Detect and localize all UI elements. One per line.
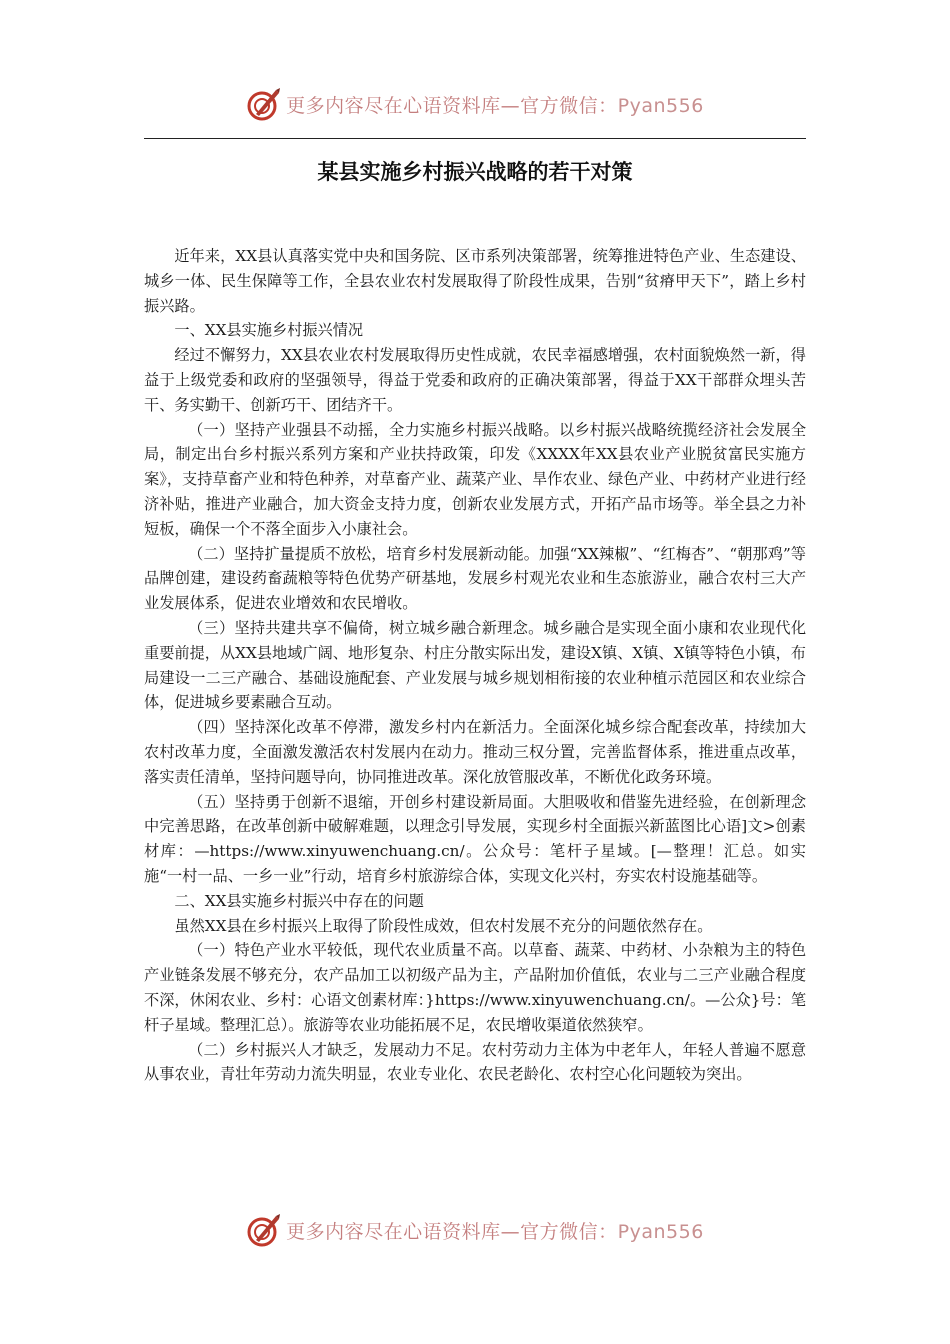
section-heading: 二、XX县实施乡村振兴中存在的问题 <box>174 891 424 910</box>
wechat-id: Pyan556 <box>617 1220 704 1243</box>
paragraph: 虽然XX县在乡村振兴上取得了阶段性成效，但农村发展不充分的问题依然存在。 <box>174 916 713 935</box>
paragraph: （二）坚持扩量提质不放松，培育乡村发展新动能。加强“XX辣椒”、“红梅杏”、“朝那鸡”等品牌创建，建设药畜蔬粮等特色优势产研基地，发展乡村观光农业和生态旅游业，融合农村三大产业发展体系，促进农业增效和农民增收。 <box>144 544 806 613</box>
document-title: 某县实施乡村振兴战略的若干对策 <box>317 160 633 184</box>
wechat-id: Pyan556 <box>617 94 704 117</box>
section-heading: 一、XX县实施乡村振兴情况 <box>174 321 364 340</box>
paragraph: （四）坚持深化改革不停滞，激发乡村内在新活力。全面深化城乡综合配套改革，持续加大农村改革力度，全面激发激活农村发展内在动力。推动三权分置，完善监督体系，推进重点改革，落实责任清单，坚持问题导向，协同推进改革。深化放管服改革，不断优化政务环境。 <box>144 718 806 786</box>
paragraph: 近年来，XX县认真落实党中央和国务院、区市系列决策部署，统筹推进特色产业、生态建设、城乡一体、民生保障等工作，全县农业农村发展取得了阶段性成果，告别“贫瘠甲天下”，踏上乡村振兴路。 <box>144 247 806 315</box>
paragraph: （五）坚持勇于创新不退缩，开创乡村建设新局面。大胆吸收和借鉴先进经验，在创新理念中完善思路，在改革创新中破解难题，以理念引导发展，实现乡村全面振兴新蓝图比心语]文>创素材库：—https://www.xinyuwenchuang.cn/。公众号：笔杆子星域。[—整理！汇总。如实施“一村一品、一乡一业”行动，培育乡村旅游综合体，实现文化兴村，夯实农村设施基础等。 <box>144 792 806 885</box>
document-body <box>144 244 806 1087</box>
quill-logo-icon <box>246 86 282 122</box>
paragraph: （三）坚持共建共享不偏倚，树立城乡融合新理念。城乡融合是实现全面小康和农业现代化重要前提，从XX县地域广阔、地形复杂、村庄分散实际出发，建设X镇、X镇、X镇等特色小镇，布局建设一二三产融合、基础设施配套、产业发展与城乡规划相衔接的农业种植示范园区和农业综合体，促进城乡要素融合互动。 <box>144 618 806 712</box>
paragraph: （二）乡村振兴人才缺乏，发展动力不足。农村劳动力主体为中老年人，年轻人普遍不愿意从事农业，青壮年劳动力流失明显，农业专业化、农民老龄化、农村空心化问题较为突出。 <box>144 1040 806 1084</box>
header-rule <box>144 138 806 139</box>
footer-banner <box>0 1210 950 1250</box>
banner-text: 更多内容尽在心语资料库—官方微信：Pyan556 <box>286 94 704 117</box>
header-banner <box>0 84 950 124</box>
paragraph: 经过不懈努力，XX县农业农村发展取得历史性成就，农民幸福感增强，农村面貌焕然一新，得益于上级党委和政府的坚强领导，得益于党委和政府的正确决策部署，得益于XX干部群众埋头苦干、务实勤干、创新巧干、团结齐干。 <box>144 346 806 414</box>
paragraph: （一）特色产业水平较低，现代农业质量不高。以草畜、蔬菜、中药材、小杂粮为主的特色产业链条发展不够充分，农产品加工以初级产品为主，产品附加价值低，农业与二三产业融合程度不深，休闲农业、乡村：心语文创素材库：}https://www.xinyuwenchuang.cn/。—公众}号：笔杆子星域。整理汇总）。旅游等农业功能拓展不足，农民增收渠道依然狭窄。 <box>144 941 806 1034</box>
quill-logo-icon <box>246 1212 282 1248</box>
paragraph: （一）坚持产业强县不动摇，全力实施乡村振兴战略。以乡村振兴战略统揽经济社会发展全局，制定出台乡村振兴系列方案和产业扶持政策，印发《XXXX年XX县农业产业脱贫富民实施方案》，支持草畜产业和特色种养，对草畜产业、蔬菜产业、旱作农业、绿色产业、中药材产业进行经济补贴，推进产业融合，加大资金支持力度，创新农业发展方式，开拓产品市场等。举全县之力补短板，确保一个不落全面步入小康社会。 <box>144 420 806 538</box>
banner-text: 更多内容尽在心语资料库—官方微信：Pyan556 <box>286 1220 704 1243</box>
